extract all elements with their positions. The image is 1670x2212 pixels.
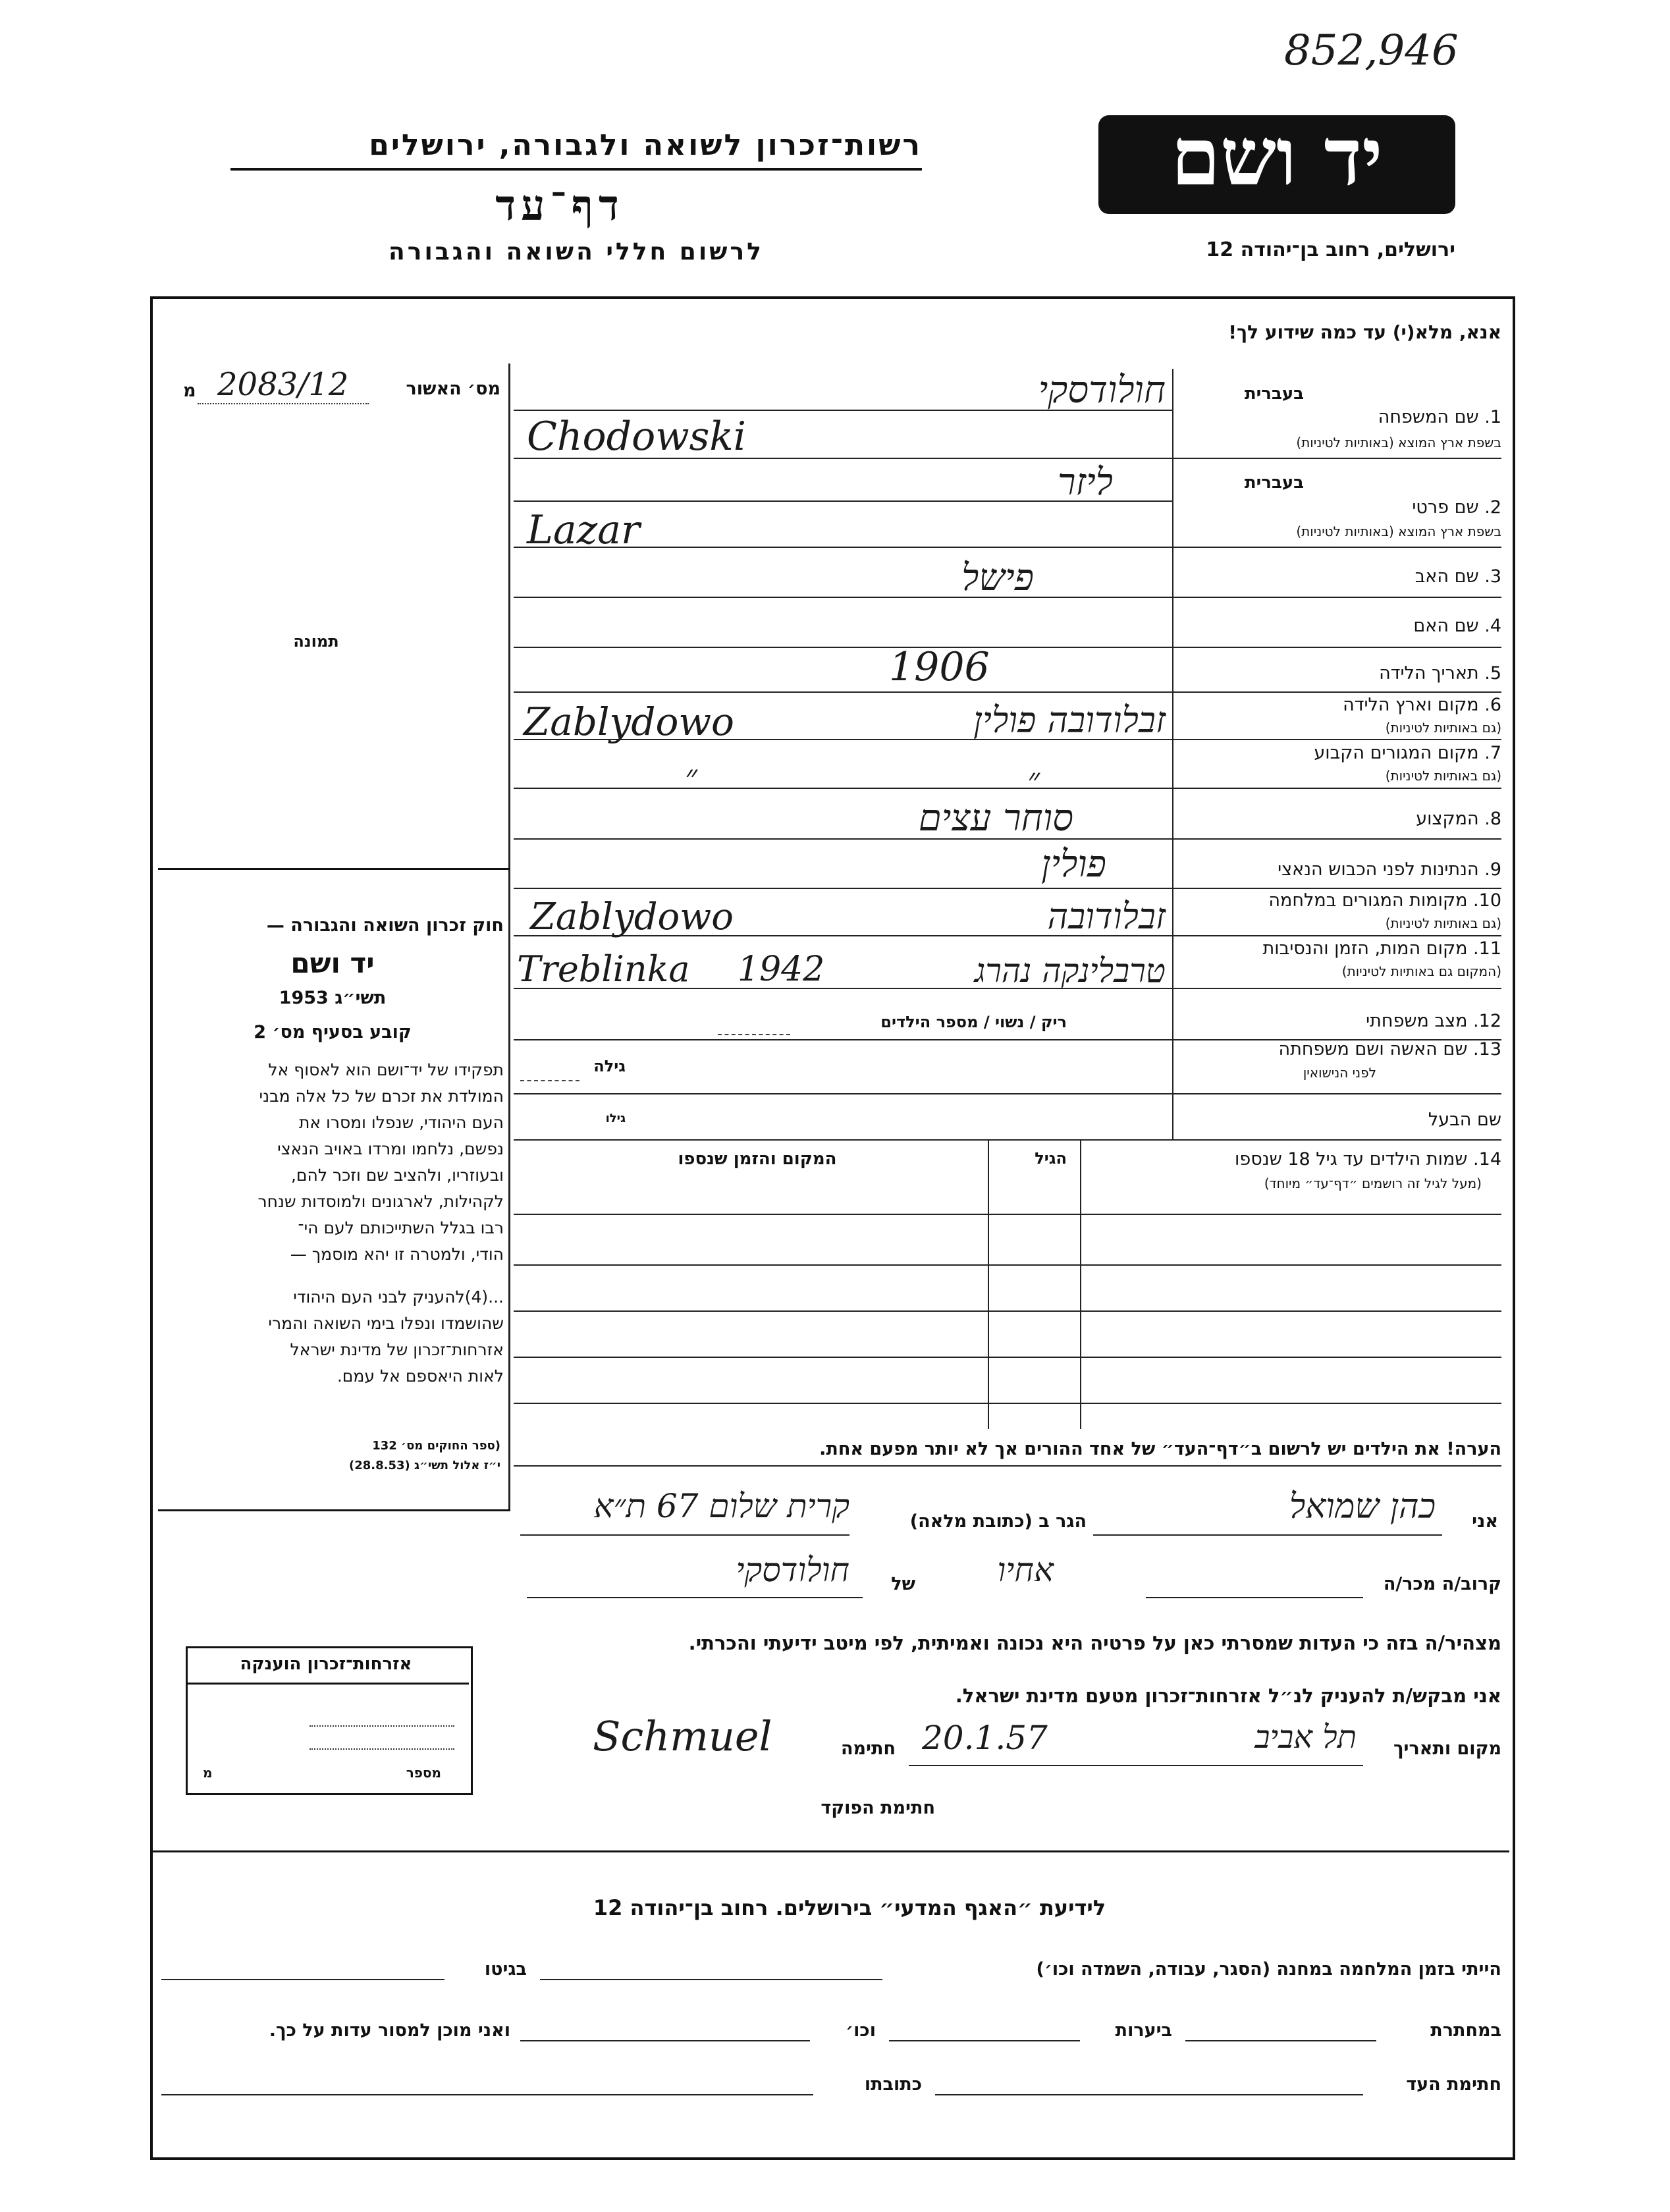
- field-4-text: שם האם: [1413, 616, 1479, 636]
- relative-label: קרוב/ה מכר/ה: [1383, 1574, 1501, 1594]
- law-line: נפשם, נלחמו ומרדו באויב הנאצי: [277, 1139, 504, 1158]
- citizenship-box-line: [310, 1725, 454, 1727]
- citizenship-box-title: אזרחות־זכרון הוענקה: [240, 1654, 412, 1674]
- field-3-text: שם האב: [1414, 566, 1479, 587]
- law-line: לקהילות, לארגונים ולמוסדות שנחר: [257, 1192, 504, 1211]
- date-signed: 20.1.57: [922, 1719, 1048, 1757]
- resident-label: הגר ב (כתובת מלאה): [909, 1511, 1087, 1532]
- bottom-fill-line: [161, 2094, 813, 2095]
- death-place-hebrew: טרבלינקה נהרג: [974, 952, 1166, 990]
- children-row-line: [514, 1357, 1501, 1358]
- law-line: תפקידו של יד־ושם הוא לאסוף אל: [268, 1060, 504, 1079]
- children-col-divider: [1080, 1139, 1081, 1429]
- residence-ditto-hebrew: ״: [1027, 761, 1040, 799]
- bottom-fill-line: [1185, 2040, 1376, 2041]
- bottom-fill-line: [520, 2040, 810, 2041]
- field-11-num: 11.: [1473, 938, 1501, 959]
- field-8-label: [1179, 809, 1501, 829]
- field-7-label: [1179, 743, 1501, 763]
- first-name-latin: Lazar: [527, 507, 640, 553]
- logo-text: יד ושם: [1171, 111, 1383, 203]
- bottom-line1-b: בגיטו: [484, 1959, 527, 1980]
- field-2-sub: בשפת ארץ המוצא (באותיות לטיניות): [1296, 524, 1501, 539]
- law-title: חוק זכרון השואה והגבורה —: [266, 915, 504, 936]
- field-2-text: שם פרטי: [1412, 497, 1479, 518]
- left-panel-bottom: [158, 1509, 510, 1511]
- authority-underline: [230, 168, 922, 171]
- bottom-fill-line: [540, 1979, 882, 1980]
- husband-label: שם הבעל: [1428, 1110, 1501, 1130]
- law-year: תשי״ג 1953: [279, 988, 387, 1008]
- children-row-line: [514, 1403, 1501, 1404]
- field-1-label: [1179, 407, 1501, 427]
- record-line: [198, 403, 369, 404]
- left-panel-divider: [158, 868, 510, 870]
- children-row-line: [514, 1214, 1501, 1215]
- bottom-line2-c: וכו׳: [846, 2020, 876, 2041]
- children-row-line: [514, 1310, 1501, 1312]
- surname-latin: Chodowski: [527, 414, 746, 460]
- field-line: [514, 647, 1501, 648]
- field-5-label: [1179, 663, 1501, 684]
- relation-line: [1146, 1597, 1363, 1598]
- relation-value: אחיו: [997, 1551, 1054, 1589]
- field-8-num: 8.: [1484, 809, 1501, 829]
- record-value: 2083/12: [217, 366, 349, 403]
- left-panel-border: [508, 364, 510, 1509]
- field-4-num: 4.: [1484, 616, 1501, 636]
- death-year: 1942: [738, 950, 825, 989]
- relation-of-line: [527, 1597, 863, 1598]
- witness-signature: Schmuel: [593, 1712, 772, 1760]
- law-name: יד ושם: [290, 947, 375, 979]
- request-text: אני מבקש/ת להעניק לנ״ל אזרחות־זכרון מטעם מדינת ישראל.: [955, 1685, 1501, 1707]
- field-11-label: [1179, 938, 1501, 959]
- field-9-num: 9.: [1484, 859, 1501, 880]
- birthplace-hebrew: זבלודובה פולין: [973, 699, 1166, 741]
- form-subtitle: לרשום חללי השואה והגבורה: [389, 238, 764, 265]
- children-col-divider: [988, 1139, 989, 1429]
- bottom-title: לידיעת ״האגף המדעי״ בירושלים. רחוב בן־יהודה 12: [593, 1895, 1106, 1920]
- law-line: רבו בגלל השתייכותם לעם הי־: [298, 1218, 504, 1237]
- field-9-text: הנתינות לפני הכבוש הנאצי: [1278, 859, 1479, 880]
- wife-age-line: [520, 1080, 579, 1081]
- field-6-sub: (גם באותיות לטיניות): [1385, 720, 1501, 736]
- field-7-text: מקום המגורים הקבוע: [1314, 743, 1479, 763]
- field-7-num: 7.: [1484, 743, 1501, 763]
- place-date-line: [909, 1765, 1363, 1766]
- bottom-line2-d: ואני מוכן למסור עדות על כך.: [269, 2020, 510, 2041]
- hebrew-label: בעברית: [1244, 473, 1304, 493]
- field-11-text: מקום המות, הזמן והנסיבות: [1262, 938, 1468, 959]
- field-11-sub: (המקום גם באותיות לטיניות): [1341, 963, 1501, 979]
- label-column-border: [1172, 369, 1173, 1139]
- law-line: המולדת את זכרם של כל אלה מבני: [259, 1087, 504, 1106]
- witness-name-line: [1093, 1534, 1442, 1536]
- field-6-label: [1179, 695, 1501, 715]
- field-14-sub: (מעל לגיל זה רושמים ״דף־עד״ מיוחד): [1264, 1175, 1482, 1191]
- signature-label: חתימה: [840, 1739, 896, 1759]
- bottom-fill-line: [935, 2094, 1363, 2095]
- header-address: ירושלים, רחוב בן־יהודה 12: [1206, 238, 1455, 261]
- first-name-hebrew: ליזר: [1058, 461, 1113, 504]
- field-5-text: תאריך הלידה: [1379, 663, 1479, 684]
- place-date-label: מקום ותאריך: [1393, 1739, 1501, 1759]
- declare-text: מצהיר/ה בזה כי העדות שמסרתי כאן על פרטיה היא נכונה ואמיתית, לפי מיטב ידיעתי והכרתי.: [688, 1632, 1501, 1654]
- authority-title: רשות־זכרון לשואה ולגבורה, ירושלים: [369, 128, 922, 162]
- field-line: [514, 547, 1501, 548]
- field-6-text: מקום וארץ הלידה: [1343, 695, 1479, 715]
- witness-address-line: [520, 1534, 849, 1536]
- field-8-text: המקצוע: [1416, 809, 1479, 829]
- law-line: ובעוזריו, ולהציב שם וזכר להם,: [290, 1166, 504, 1185]
- children-age-col: הגיל: [1035, 1149, 1067, 1168]
- wartime-hebrew: זבלודובה: [1047, 896, 1166, 937]
- law-line: הודי, ולמטרה זו יהא מוסמך —: [290, 1245, 504, 1264]
- field-line: [514, 788, 1501, 789]
- bottom-fill-line: [161, 1979, 444, 1980]
- wife-age-label: גילה: [593, 1057, 626, 1075]
- bottom-fill-line: [889, 2040, 1080, 2041]
- field-13-label: [1179, 1039, 1501, 1060]
- field-2-label: [1179, 497, 1501, 518]
- children-count-line: [718, 1034, 790, 1035]
- field-14-label: [1087, 1149, 1501, 1170]
- law-source: י״ז אלול תשי״ג (28.8.53): [349, 1459, 500, 1472]
- citizenship-box-line: [310, 1748, 454, 1750]
- field-line: [514, 691, 1501, 693]
- field-2-num: 2.: [1484, 497, 1501, 518]
- field-6-num: 6.: [1484, 695, 1501, 715]
- law-line: ...(4)להעניק לבני העם היהודי: [293, 1287, 504, 1307]
- children-place-col: המקום והזמן שנספו: [678, 1149, 837, 1169]
- law-line: שהושמדו ונפלו בימי השואה והמרי: [268, 1314, 504, 1333]
- birthplace-latin: Zablydowo: [524, 699, 734, 744]
- profession: סוחר עצים: [918, 797, 1073, 840]
- field-line: [514, 1093, 1501, 1094]
- citizenship-number-prefix: מ: [203, 1765, 213, 1781]
- official-signature-label: חתימת הפוקד: [821, 1798, 935, 1818]
- law-line: לאות היאספם אל עמם.: [337, 1366, 504, 1386]
- father-name: פישל: [961, 556, 1034, 599]
- field-13-num: 13.: [1473, 1039, 1501, 1060]
- note-text: הערה! את הילדים יש לרשום ב״דף־העד״ של אחד ההורים אך לא יותר מפעם אחת.: [819, 1439, 1501, 1459]
- bottom-line2-a: במחתרת: [1430, 2020, 1501, 2041]
- field-3-num: 3.: [1484, 566, 1501, 587]
- bottom-line3-b: כתובתו: [864, 2074, 922, 2095]
- field-3-label: [1179, 566, 1501, 587]
- witness-address: קרית שלום 67 ת״א: [593, 1487, 849, 1525]
- field-1-sub: בשפת ארץ המוצא (באותיות לטיניות): [1296, 435, 1501, 450]
- law-source: (ספר החוקים מס׳ 132: [372, 1439, 500, 1453]
- marital-options: ריק / נשוי / מספר הילדים: [880, 1013, 1067, 1031]
- place-signed: תל אביב: [1254, 1719, 1357, 1756]
- birth-year: 1906: [889, 644, 990, 690]
- field-12-num: 12.: [1473, 1011, 1501, 1031]
- field-1-text: שם המשפחה: [1378, 407, 1479, 427]
- ani-label: אני: [1472, 1511, 1498, 1532]
- citizenship-box-title-line: [188, 1683, 469, 1685]
- citizenship: פולין: [1041, 843, 1106, 886]
- law-clause: קובע בסעיף מס׳ 2: [254, 1022, 412, 1042]
- children-row-line: [514, 1264, 1501, 1266]
- field-10-label: [1179, 890, 1501, 911]
- death-place-latin: Treblinka: [517, 948, 690, 990]
- field-13-text: שם האשה ושם משפחתה: [1278, 1039, 1468, 1060]
- field-7-sub: (גם באותיות לטיניות): [1385, 768, 1501, 784]
- archive-number: 852,946: [1284, 26, 1459, 75]
- field-14-text: שמות הילדים עד גיל 18 שנספו: [1235, 1149, 1468, 1170]
- photo-label: תמונה: [293, 632, 339, 651]
- field-5-num: 5.: [1484, 663, 1501, 684]
- form-title: דף־עד: [495, 181, 624, 230]
- law-line: העם היהודי, שנפלו ומסרו את: [298, 1113, 504, 1132]
- record-prefix: מ: [183, 381, 196, 401]
- note-underline: [514, 1465, 1501, 1467]
- husband-age-label: גילו: [605, 1112, 626, 1125]
- field-line: [514, 888, 1501, 889]
- field-1-num: 1.: [1484, 407, 1501, 427]
- field-12-label: [1179, 1011, 1501, 1031]
- bottom-line2-b: ביערות: [1115, 2020, 1172, 2041]
- wartime-latin: Zablydowo: [530, 896, 734, 938]
- intro-text: אנא, מלא(י) עד כמה שידוע לך!: [1228, 321, 1501, 343]
- bottom-line1-a: הייתי בזמן המלחמה במחנה (הסגר, עבודה, השמדה וכו׳): [1036, 1959, 1501, 1980]
- law-line: אזרחות־זכרון של מדינת ישראל: [290, 1340, 504, 1359]
- residence-ditto-latin: ״: [685, 757, 697, 796]
- field-14-num: 14.: [1473, 1149, 1501, 1170]
- hebrew-label: בעברית: [1244, 384, 1304, 404]
- field-12-text: מצב משפחתי: [1366, 1011, 1468, 1031]
- bottom-divider: [153, 1850, 1509, 1852]
- field-10-num: 10.: [1473, 890, 1501, 911]
- field-line: [514, 1139, 1501, 1141]
- of-label: של: [891, 1574, 915, 1594]
- field-10-sub: (גם באותיות לטיניות): [1385, 915, 1501, 931]
- relation-of-value: חולודסקי: [736, 1551, 849, 1589]
- field-10-text: מקומות המגורים במלחמה: [1268, 890, 1468, 911]
- bottom-line3-a: חתימת העד: [1406, 2074, 1501, 2095]
- field-9-label: [1179, 859, 1501, 880]
- witness-name: כהן שמואל: [1289, 1487, 1436, 1526]
- field-4-label: [1179, 616, 1501, 636]
- field-13-sub: לפני הנישואין: [1303, 1065, 1376, 1081]
- citizenship-number-label: מספר: [406, 1765, 441, 1781]
- record-label: מס׳ האשור: [406, 379, 500, 399]
- surname-hebrew: חולודסקי: [1038, 369, 1166, 412]
